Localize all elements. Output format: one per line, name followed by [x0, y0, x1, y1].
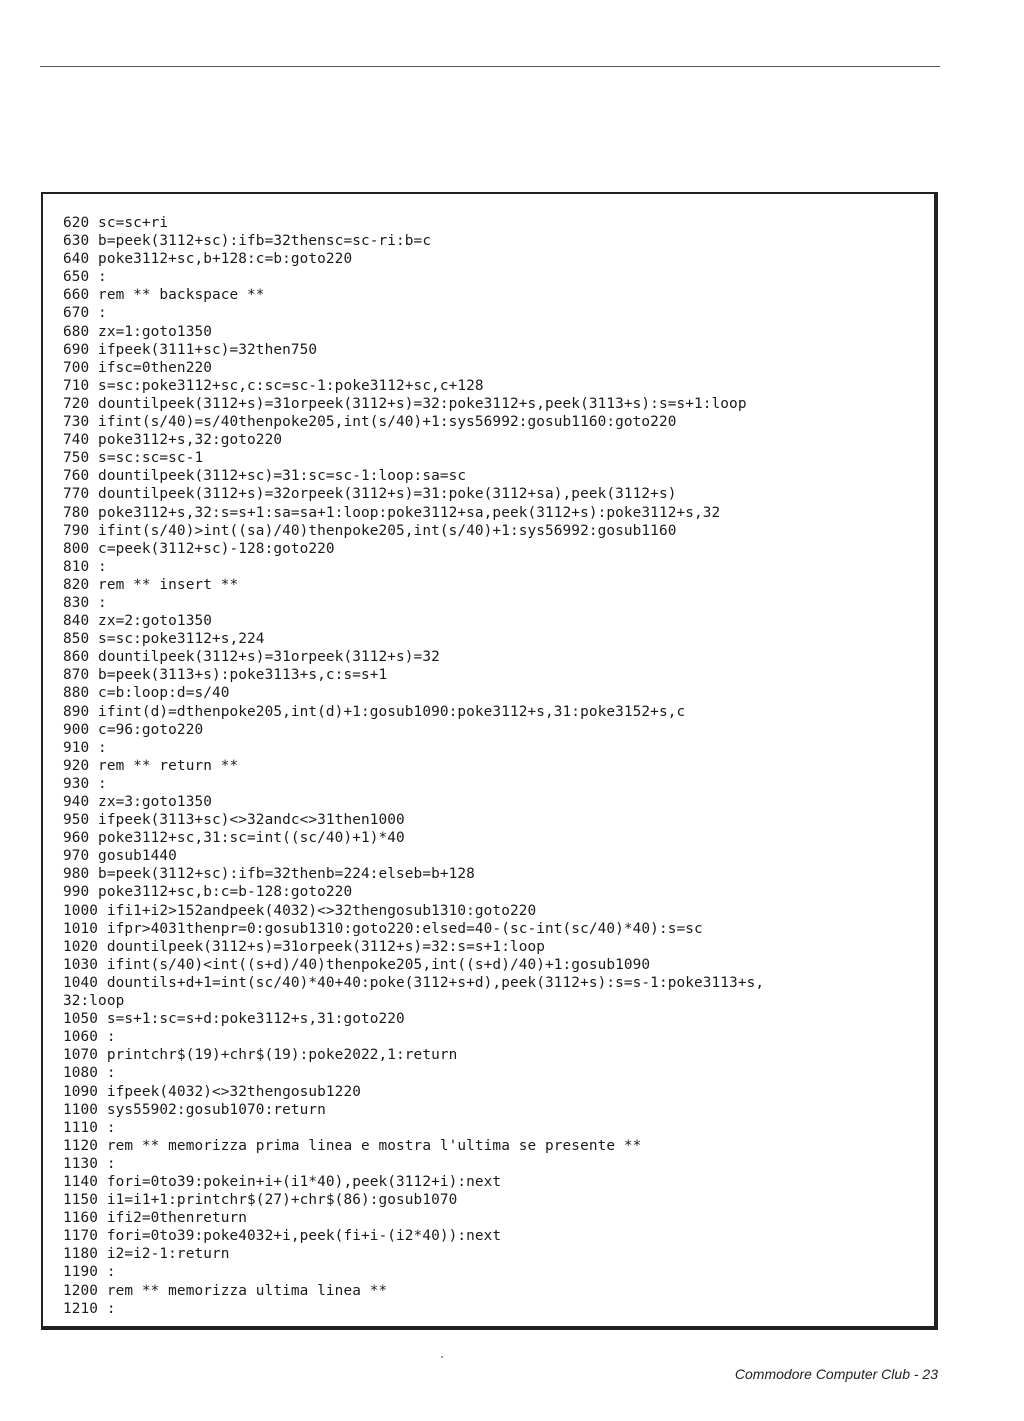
code-line: 750 s=sc:sc=sc-1 [63, 450, 204, 467]
code-line: 900 c=96:goto220 [63, 721, 204, 738]
code-line: 710 s=sc:poke3112+sc,c:sc=sc-1:poke3112+sc,c+128 [63, 377, 484, 394]
code-line: 1030 ifint(s/40)<int((s+d)/40)thenpoke205,int((s+d)/40)+1:gosub1090 [63, 956, 651, 973]
code-line: 850 s=sc:poke3112+s,224 [63, 631, 265, 648]
code-line: 960 poke3112+sc,31:sc=int((sc/40)+1)*40 [63, 830, 405, 847]
code-line: 1060 : [63, 1029, 116, 1046]
code-line: 840 zx=2:goto1350 [63, 613, 212, 630]
code-line: 890 ifint(d)=dthenpoke205,int(d)+1:gosub1090:poke3112+s,31:poke3152+s,c [63, 703, 686, 720]
code-line: 1090 ifpeek(4032)<>32thengosub1220 [63, 1083, 361, 1100]
code-line: 860 dountilpeek(3112+s)=31orpeek(3112+s)=32 [63, 649, 440, 666]
speck [441, 1356, 443, 1358]
code-line: 810 : [63, 558, 107, 575]
code-listing [63, 214, 930, 1318]
code-line: 1050 s=s+1:sc=s+d:poke3112+s,31:goto220 [63, 1011, 405, 1028]
code-line: 1020 dountilpeek(3112+s)=31orpeek(3112+s)=32:s=s+1:loop [63, 938, 546, 955]
code-line: 820 rem ** insert ** [63, 576, 239, 593]
code-line: 830 : [63, 594, 107, 611]
code-line: 770 dountilpeek(3112+s)=32orpeek(3112+s)=31:poke(3112+sa),peek(3112+s) [63, 486, 677, 503]
code-line: 1070 printchr$(19)+chr$(19):poke2022,1:return [63, 1047, 458, 1064]
code-line: 880 c=b:loop:d=s/40 [63, 685, 230, 702]
code-line: 1160 ifi2=0thenreturn [63, 1210, 248, 1227]
code-line: 1000 ifi1+i2>152andpeek(4032)<>32thengosub1310:goto220 [63, 902, 537, 919]
code-line: 990 poke3112+sc,b:c=b-128:goto220 [63, 884, 353, 901]
code-line: 650 : [63, 269, 107, 286]
code-line: 1080 : [63, 1065, 116, 1082]
code-line: 640 poke3112+sc,b+128:c=b:goto220 [63, 251, 353, 268]
code-line: 760 dountilpeek(3112+sc)=31:sc=sc-1:loop:sa=sc [63, 468, 467, 485]
code-line: 1120 rem ** memorizza prima linea e mostra l'ultima se presente ** [63, 1137, 642, 1154]
top-rule [40, 66, 940, 67]
page-footer: Commodore Computer Club - 23 [734, 1366, 938, 1382]
code-line: 32:loop [63, 993, 125, 1010]
code-line: 1180 i2=i2-1:return [63, 1246, 230, 1263]
code-line: 1110 : [63, 1119, 116, 1136]
code-line: 670 : [63, 305, 107, 322]
code-line: 620 sc=sc+ri [63, 215, 169, 231]
code-line: 1210 : [63, 1300, 116, 1317]
code-line: 920 rem ** return ** [63, 757, 239, 774]
code-line: 940 zx=3:goto1350 [63, 794, 212, 810]
code-line: 690 ifpeek(3111+sc)=32then750 [63, 341, 318, 358]
code-line: 1150 i1=i1+1:printchr$(27)+chr$(86):gosub1070 [63, 1192, 458, 1209]
code-line: 1130 : [63, 1155, 116, 1172]
code-line: 1140 fori=0to39:pokein+i+(i1*40),peek(3112+i):next [63, 1173, 502, 1190]
code-line: 910 : [63, 739, 107, 756]
code-line: 1170 fori=0to39:poke4032+i,peek(fi+i-(i2*40)):next [63, 1228, 502, 1245]
code-line: 970 gosub1440 [63, 848, 177, 865]
code-line: 800 c=peek(3112+sc)-128:goto220 [63, 540, 335, 557]
code-line: 1040 dountils+d+1=int(sc/40)*40+40:poke(3112+s+d),peek(3112+s):s=s-1:poke3113+s, [63, 974, 765, 991]
code-line: 980 b=peek(3112+sc):ifb=32thenb=224:elseb=b+128 [63, 866, 475, 883]
code-line: 630 b=peek(3112+sc):ifb=32thensc=sc-ri:b=c [63, 233, 432, 250]
code-line: 700 ifsc=0then220 [63, 359, 212, 376]
code-line: 1200 rem ** memorizza ultima linea ** [63, 1282, 388, 1299]
code-line: 740 poke3112+s,32:goto220 [63, 432, 283, 449]
code-line: 680 zx=1:goto1350 [63, 323, 212, 340]
code-line: 870 b=peek(3113+s):poke3113+s,c:s=s+1 [63, 667, 388, 684]
code-line: 1190 : [63, 1264, 116, 1281]
code-line: 790 ifint(s/40)>int((sa)/40)thenpoke205,int(s/40)+1:sys56992:gosub1160 [63, 522, 677, 539]
code-line: 950 ifpeek(3113+sc)<>32andc<>31then1000 [63, 812, 405, 829]
code-line: 660 rem ** backspace ** [63, 287, 265, 304]
code-line: 1100 sys55902:gosub1070:return [63, 1101, 326, 1118]
code-line: 730 ifint(s/40)=s/40thenpoke205,int(s/40)+1:sys56992:gosub1160:goto220 [63, 414, 677, 431]
code-line: 930 : [63, 775, 107, 792]
code-line: 780 poke3112+s,32:s=s+1:sa=sa+1:loop:poke3112+sa,peek(3112+s):poke3112+s,32 [63, 504, 721, 521]
code-listing-box [41, 192, 938, 1330]
code-line: 720 dountilpeek(3112+s)=31orpeek(3112+s)=32:poke3112+s,peek(3113+s):s=s+1:loop [63, 395, 747, 412]
code-line: 1010 ifpr>4031thenpr=0:gosub1310:goto220:elsed=40-(sc-int(sc/40)*40):s=sc [63, 920, 703, 937]
